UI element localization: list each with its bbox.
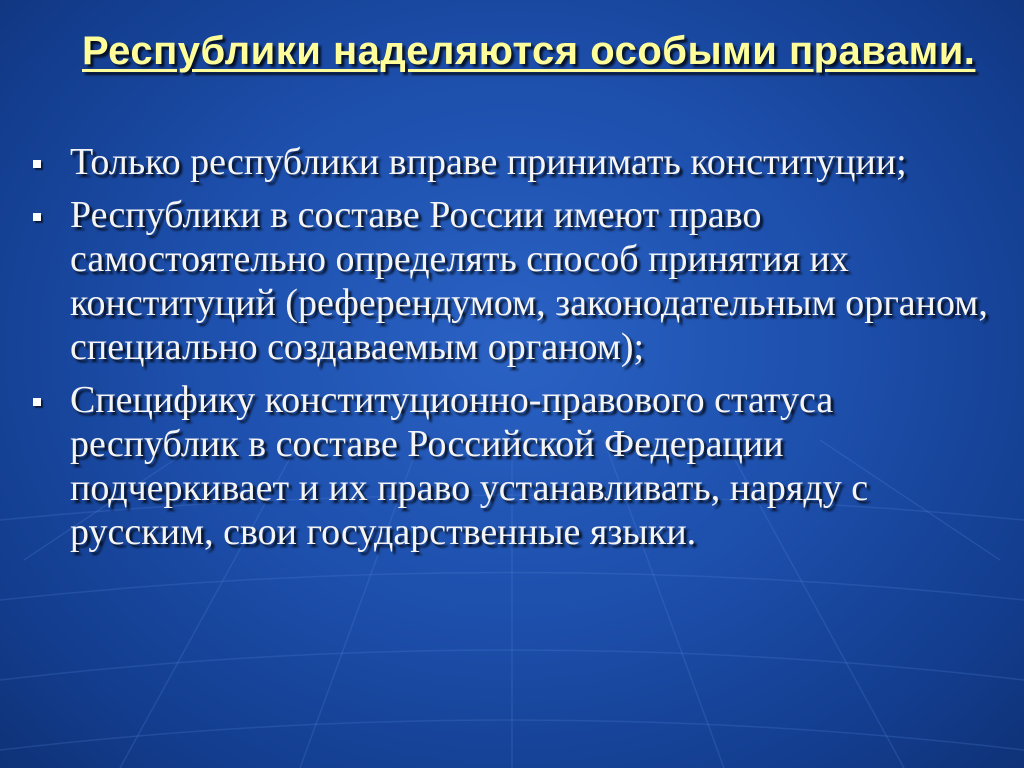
bullet-text: Республики в составе России имеют право самостоятельно определять способ принятия их конституций (референдумом, законодательным органом, специально создаваемым органом); xyxy=(70,194,988,368)
square-bullet-icon xyxy=(33,213,41,221)
bullet-list xyxy=(30,140,1010,563)
square-bullet-icon xyxy=(33,160,41,168)
square-bullet-icon xyxy=(33,398,41,406)
bullet-item xyxy=(30,140,1010,184)
bullet-text: Только республики вправе принимать конституции; xyxy=(70,141,907,183)
bullet-text: Специфику конституционно-правового статуса республик в составе Российской Федерации подчеркивает и их право устанавливать, наряду с русским, свои государственные языки. xyxy=(70,379,869,553)
bullet-item xyxy=(30,193,1010,369)
bullet-item xyxy=(30,378,1010,554)
slide-title: Республики наделяются особыми правами. xyxy=(82,29,976,73)
